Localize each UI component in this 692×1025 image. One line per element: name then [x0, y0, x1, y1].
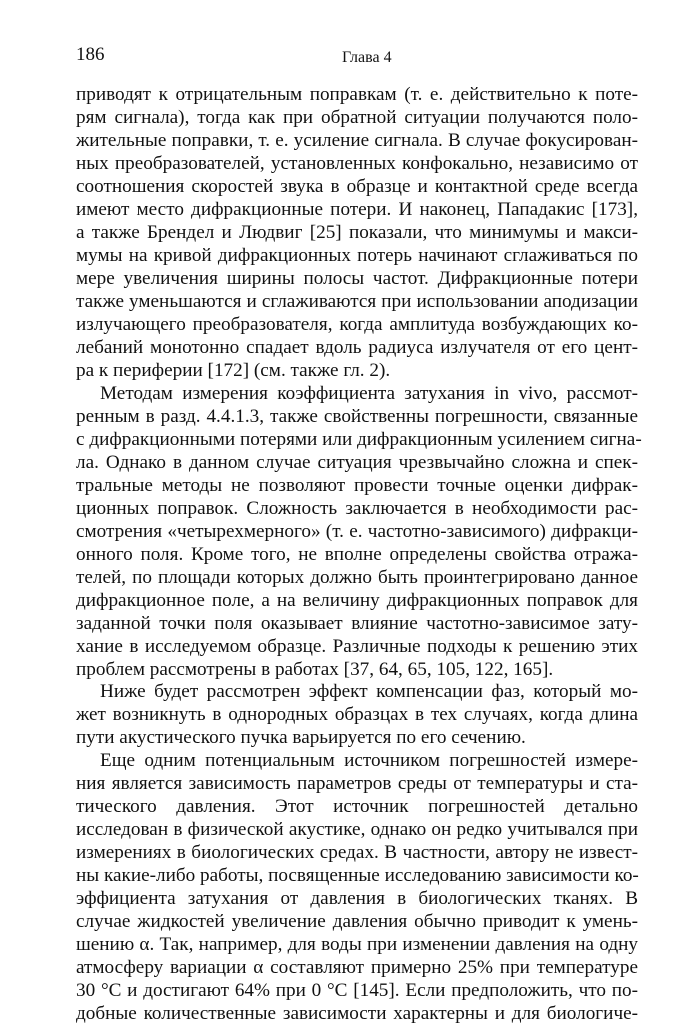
text-line: соотношения скоростей звука в образце и контактной среде всегда	[76, 175, 638, 197]
text-line: ра к периферии [172] (см. также гл. 2).	[76, 359, 391, 381]
text-line: Ниже будет рассмотрен эффект компенсации фаз, который мо-	[100, 681, 638, 703]
text-line: эффициента затухания от давления в биологических тканях. В	[76, 888, 638, 910]
text-line: ционных поправок. Сложность заключается в необходимости рас-	[76, 497, 638, 519]
text-line: 30 °C и достигают 64% при 0 °C [145]. Если предположить, что по-	[76, 980, 638, 1002]
text-line: проблем рассмотрены в работах [37, 64, 65, 105, 122, 165].	[76, 658, 554, 680]
text-line: измерениях в биологических средах. В частности, автору не извест-	[76, 842, 638, 864]
text-line: рям сигнала), тогда как при обратной ситуации получаются поло-	[76, 106, 638, 128]
text-line: исследован в физической акустике, однако он редко учитывался при	[76, 819, 638, 841]
text-line: тического давления. Этот источник погрешностей детально	[76, 796, 638, 818]
text-line: добные количественные зависимости характерны и для биологиче-	[76, 1003, 638, 1025]
text-line: случае жидкостей увеличение давления обычно приводит к умень-	[76, 911, 638, 933]
text-line: имеют место дифракционные потери. И наконец, Пападакис [173],	[76, 198, 638, 220]
text-line: Методам измерения коэффициента затухания in vivo, рассмот-	[100, 382, 638, 404]
text-line: ла. Однако в данном случае ситуация чрезвычайно сложна и спек-	[76, 451, 638, 473]
text-line: ния является зависимость параметров среды от температуры и ста-	[76, 773, 638, 795]
page-number: 186	[76, 44, 105, 65]
running-head-chapter: Глава 4	[342, 49, 392, 66]
text-line: ны какие-либо работы, посвященные исследованию зависимости ко-	[76, 865, 639, 887]
text-line: заданной точки поля оказывает влияние частотно-зависимое зату-	[76, 612, 638, 634]
text-line: мумы на кривой дифракционных потерь начинают сглаживаться по	[76, 244, 638, 266]
text-line: шению α. Так, например, для воды при изменении давления на одну	[76, 934, 638, 956]
text-line: пути акустического пучка варьируется по его сечению.	[76, 727, 526, 749]
text-line: ных преобразователей, установленных конфокально, независимо от	[76, 152, 638, 174]
text-line: телей, по площади которых должно быть проинтегрировано данное	[76, 566, 638, 588]
text-line: приводят к отрицательным поправкам (т. е. действительно к поте-	[76, 84, 638, 105]
text-line: а также Брендел и Людвиг [25] показали, что минимумы и макси-	[76, 221, 638, 243]
text-line: атмосферу вариации α составляют примерно 25% при температуре	[76, 957, 638, 979]
text-line: смотрения «четырехмерного» (т. е. частотно-зависимого) дифракци-	[76, 520, 638, 542]
text-line: онного поля. Кроме того, не вполне определены свойства отража-	[76, 543, 638, 565]
text-line: излучающего преобразователя, когда амплитуда возбуждающих ко-	[76, 313, 638, 335]
text-line: мере увеличения ширины полосы частот. Дифракционные потери	[76, 267, 638, 289]
text-line: дифракционное поле, а на величину дифракционных поправок для	[76, 589, 638, 611]
text-line: лебаний монотонно спадает вдоль радиуса излучателя от его цент-	[76, 336, 638, 358]
text-line: жет возникнуть в однородных образцах в тех случаях, когда длина	[76, 704, 638, 726]
text-line: Еще одним потенциальным источником погрешностей измере-	[100, 750, 638, 772]
text-line: ренным в разд. 4.4.1.3, также свойственны погрешности, связанные	[76, 405, 638, 427]
text-line: хание в исследуемом образце. Различные подходы к решению этих	[76, 635, 638, 657]
text-line: с дифракционными потерями или дифракционным усилением сигна-	[76, 428, 642, 450]
text-line: жительные поправки, т. е. усиление сигнала. В случае фокусирован-	[76, 129, 638, 151]
text-line: тральные методы не позволяют провести точные оценки дифрак-	[76, 474, 638, 496]
text-line: также уменьшаются и сглаживаются при использовании аподизации	[76, 290, 638, 312]
